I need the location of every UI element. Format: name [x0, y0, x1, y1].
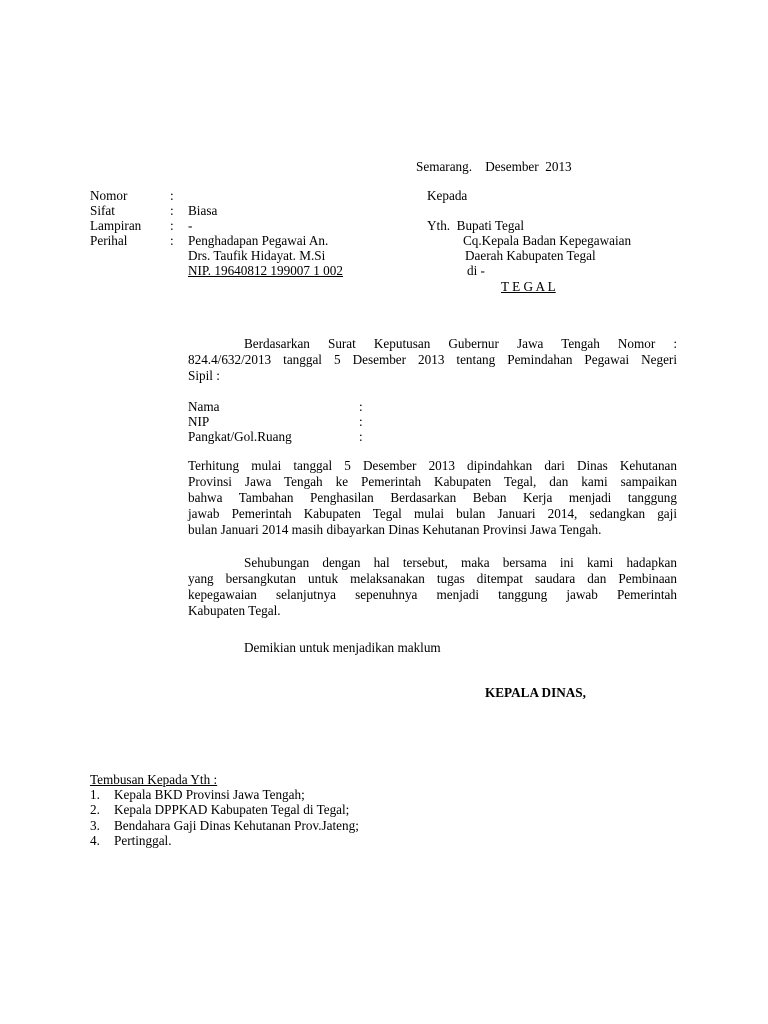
- recipient-cq: Cq.Kepala Badan Kepegawaian: [463, 233, 632, 248]
- recipient-yth: Yth. Bupati Tegal: [427, 218, 524, 233]
- field-colon-perihal: :: [170, 233, 174, 248]
- transfer-line: jawab Pemerintah Kabupaten Tegal mulai bulan Januari 2014, sedangkan gaji: [188, 506, 677, 521]
- intro-line: 824.4/632/2013 tanggal 5 Desember 2013 tentang Pemindahan Pegawai Negeri: [188, 352, 677, 367]
- intro-paragraph: [188, 336, 677, 384]
- cc-list-number: 1.: [90, 787, 100, 802]
- field-value-perihal: Penghadapan Pegawai An.: [188, 233, 329, 248]
- field-label-sifat: Sifat: [90, 203, 115, 218]
- intro-line: Sipil :: [188, 368, 220, 383]
- cc-list-item: [90, 818, 359, 833]
- recipient-kepada: Kepada: [427, 188, 468, 203]
- identity-label-nip: NIP: [188, 414, 210, 429]
- cc-title: Tembusan Kepada Yth :: [90, 772, 218, 787]
- field-value-lampiran: -: [188, 218, 193, 233]
- field-colon-lampiran: :: [170, 218, 174, 233]
- field-label-nomor: Nomor: [90, 188, 128, 203]
- recipient-city: T E G A L: [501, 279, 556, 294]
- cc-list-number: 3.: [90, 818, 100, 833]
- handover-line: Sehubungan dengan hal tersebut, maka bersama ini kami hadapkan: [244, 555, 677, 570]
- identity-label-pangkat: Pangkat/Gol.Ruang: [188, 429, 292, 444]
- cc-list-text: Kepala DPPKAD Kabupaten Tegal di Tegal;: [114, 802, 350, 817]
- identity-colon-nama: :: [359, 399, 363, 414]
- perihal-name: Drs. Taufik Hidayat. M.Si: [188, 248, 326, 263]
- cc-list-text: Bendahara Gaji Dinas Kehutanan Prov.Jateng;: [114, 818, 359, 833]
- cc-list-text: Pertinggal.: [114, 833, 172, 848]
- field-colon-nomor: :: [170, 188, 174, 203]
- field-value-sifat: Biasa: [188, 203, 218, 218]
- closing-text: Demikian untuk menjadikan maklum: [244, 640, 441, 655]
- field-label-lampiran: Lampiran: [90, 218, 142, 233]
- perihal-nip: NIP. 19640812 199007 1 002: [188, 263, 343, 278]
- handover-paragraph: [188, 555, 677, 619]
- transfer-line: bulan Januari 2014 masih dibayarkan Dinas Kehutanan Provinsi Jawa Tengah.: [188, 522, 602, 537]
- recipient-daerah: Daerah Kabupaten Tegal: [465, 248, 596, 263]
- field-colon-sifat: :: [170, 203, 174, 218]
- cc-list-item: [90, 787, 305, 802]
- signature-title: KEPALA DINAS,: [485, 685, 586, 700]
- transfer-line: Provinsi Jawa Tengah ke Pemerintah Kabupaten Tegal, dan kami sampaikan: [188, 474, 677, 489]
- cc-list-text: Kepala BKD Provinsi Jawa Tengah;: [114, 787, 305, 802]
- transfer-line: bahwa Tambahan Penghasilan Berdasarkan Beban Kerja menjadi tanggung: [188, 490, 677, 505]
- handover-line: kepegawaian selanjutnya sepenuhnya menjadi tanggung jawab Pemerintah: [188, 587, 677, 602]
- cc-list-number: 4.: [90, 833, 100, 848]
- transfer-line: Terhitung mulai tanggal 5 Desember 2013 dipindahkan dari Dinas Kehutanan: [188, 458, 677, 473]
- cc-list-item: [90, 802, 349, 817]
- cc-list-number: 2.: [90, 802, 100, 817]
- handover-line: Kabupaten Tegal.: [188, 603, 281, 618]
- identity-colon-pangkat: :: [359, 429, 363, 444]
- recipient-di: di -: [467, 263, 485, 278]
- identity-colon-nip: :: [359, 414, 363, 429]
- place-date: Semarang. Desember 2013: [416, 159, 572, 174]
- identity-label-nama: Nama: [188, 399, 220, 414]
- field-label-perihal: Perihal: [90, 233, 128, 248]
- handover-line: yang bersangkutan untuk melaksanakan tugas ditempat saudara dan Pembinaan: [188, 571, 677, 586]
- cc-list-item: [90, 833, 172, 848]
- transfer-paragraph: [188, 458, 677, 538]
- intro-line: Berdasarkan Surat Keputusan Gubernur Jawa Tengah Nomor :: [244, 336, 677, 351]
